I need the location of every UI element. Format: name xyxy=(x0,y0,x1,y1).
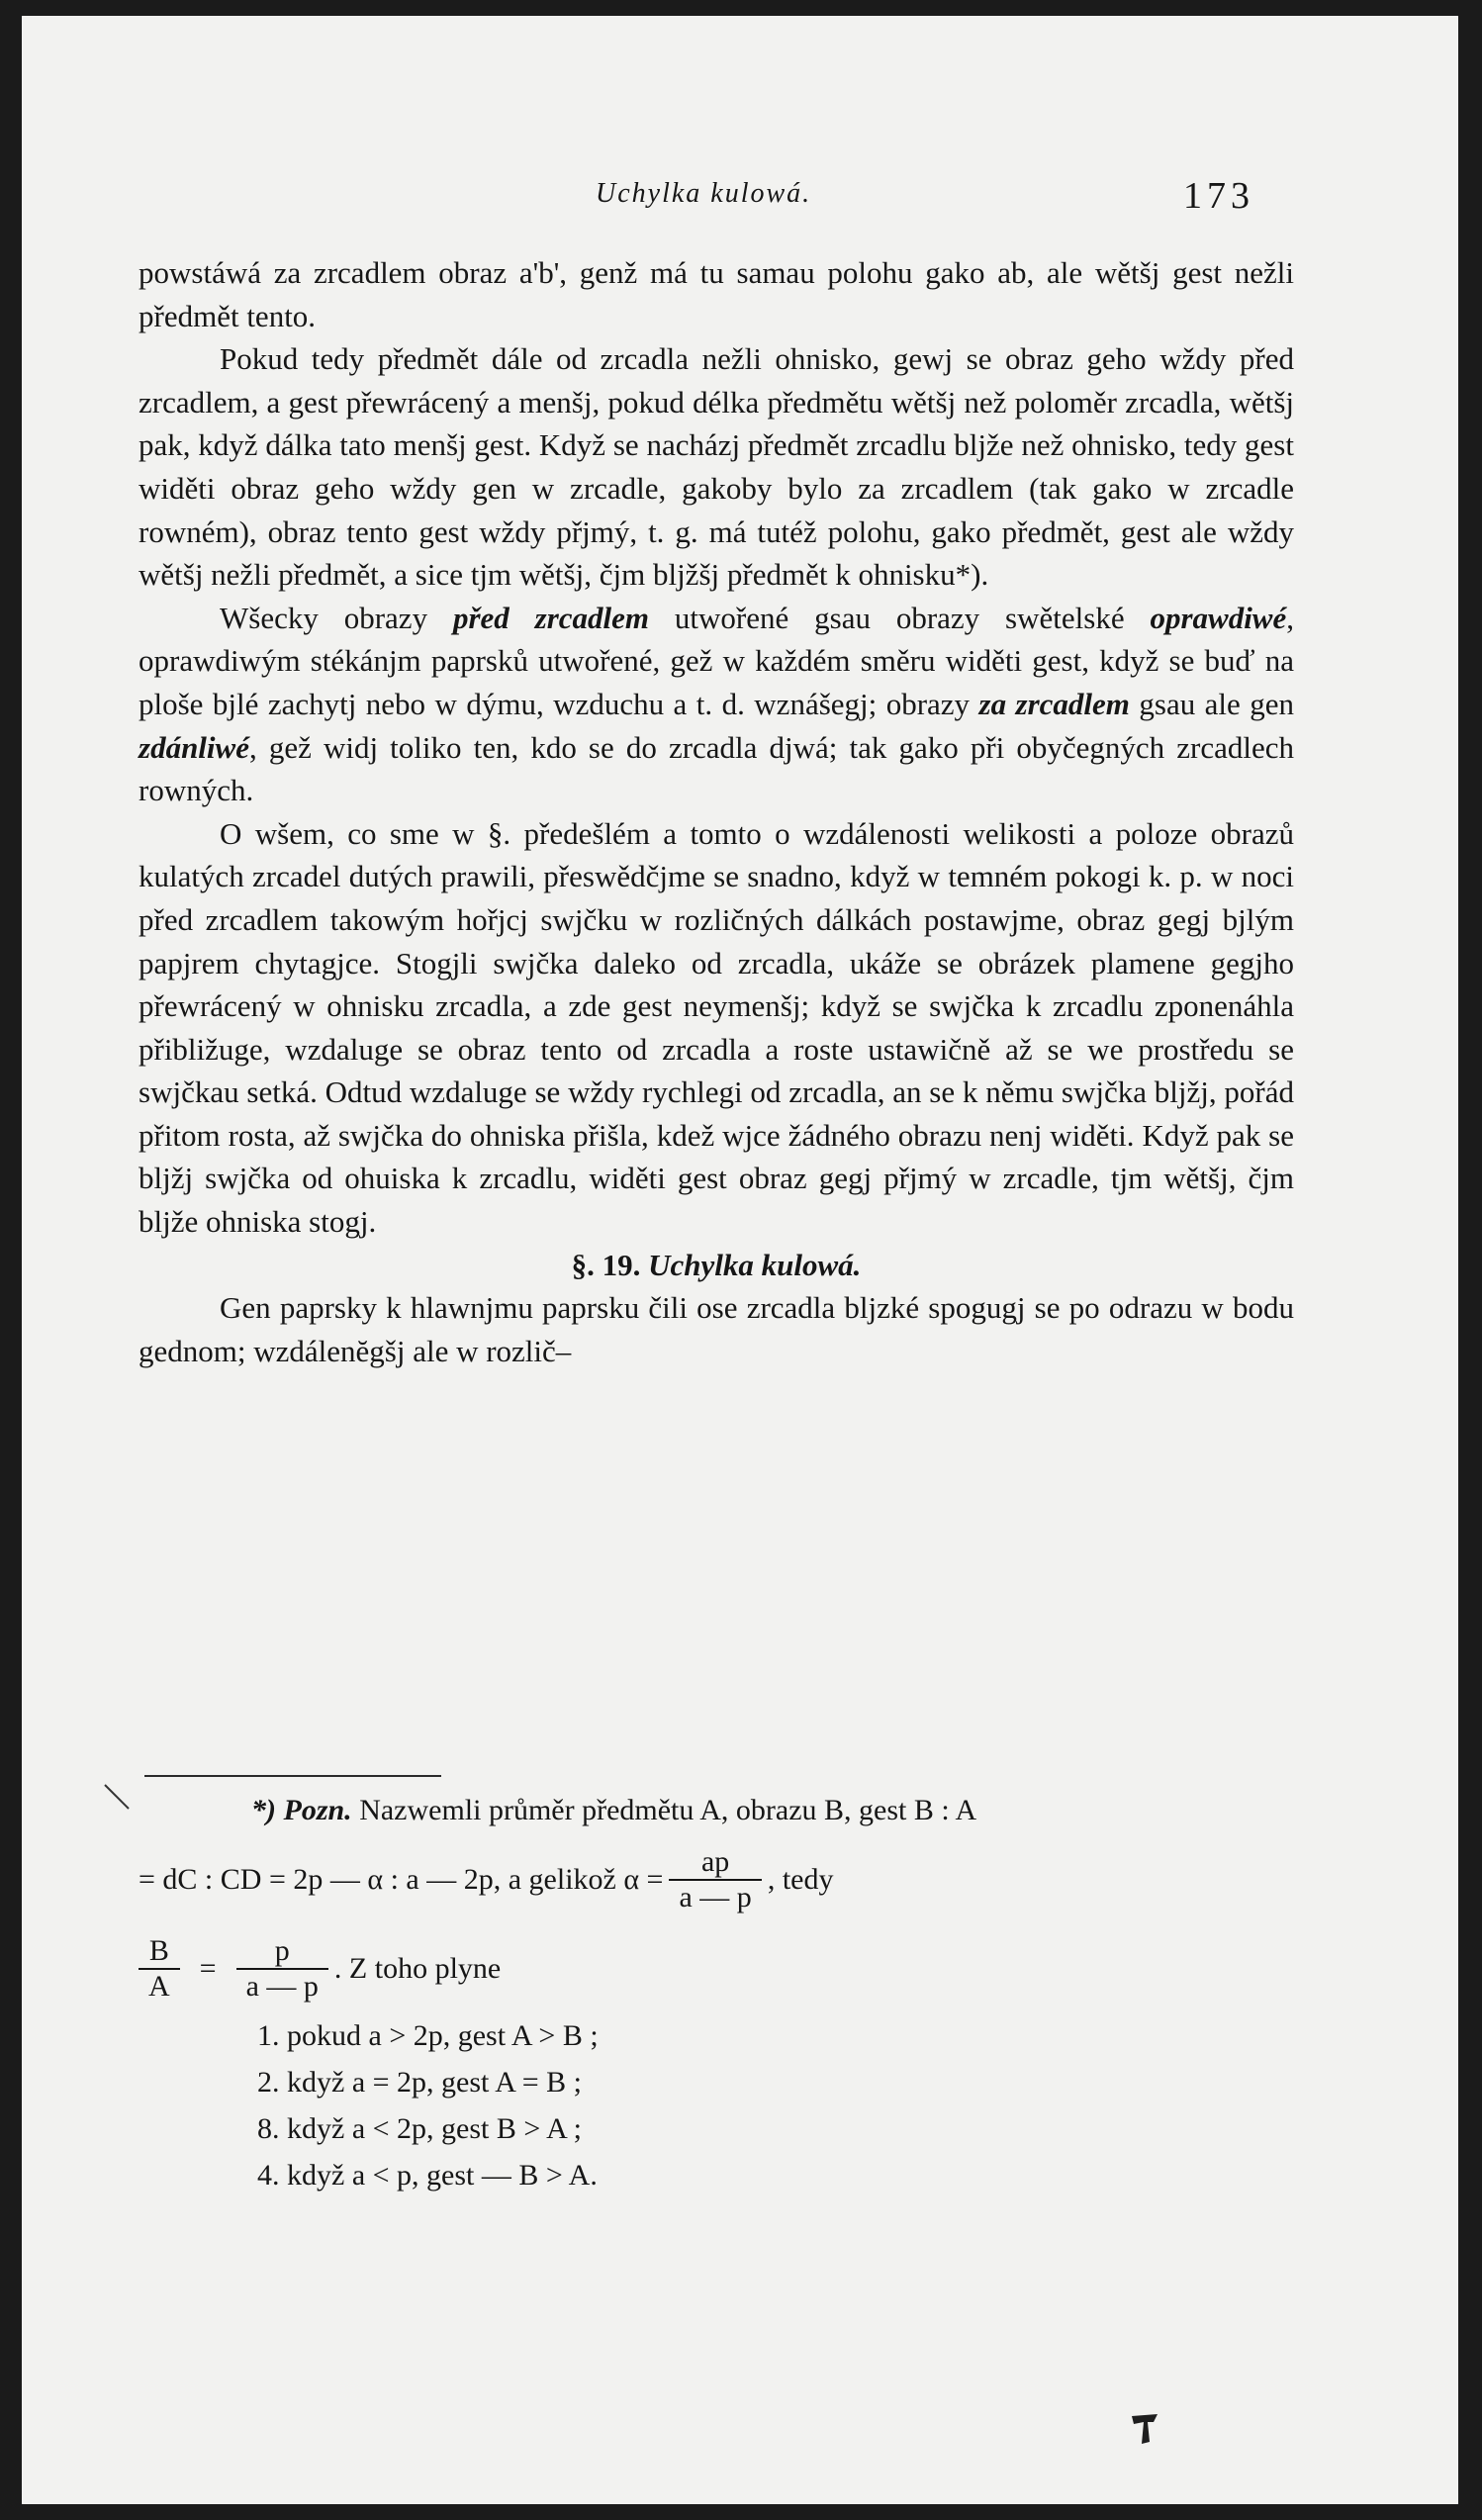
footnote-equation-1 xyxy=(139,1834,1294,1925)
emphasis-text: za zrcadlem xyxy=(978,686,1130,721)
condition-list xyxy=(139,2012,1294,2198)
footnote-equation-2 xyxy=(139,1925,1294,2012)
fraction-b-over-a xyxy=(139,1934,180,2004)
footnote-label: Pozn. xyxy=(283,1794,352,1826)
condition-item: 4. když a < p, gest — B > A. xyxy=(257,2159,598,2192)
equals-sign: = xyxy=(199,1952,217,1985)
condition-item: 1. pokud a > 2p, gest A > B ; xyxy=(257,2019,599,2052)
equation-text: . Z toho plyne xyxy=(333,1952,502,1985)
fraction-denominator: A xyxy=(148,1970,170,2003)
running-title: Uchylka kulowá. xyxy=(596,178,812,209)
fraction-denominator: a — p xyxy=(245,1970,319,2003)
paragraph-spherical-aberration: Gen paprsky k hlawnjmu paprsku čili ose zrcadla bljzké spogugj se po odrazu w bodu gednom; wzdálenĕgšj ale w rozlič– xyxy=(139,1290,1294,1368)
emphasis-text: před zrcadlem xyxy=(452,600,650,635)
fraction-numerator: B xyxy=(139,1934,180,1970)
text-run: utwořené gsau obrazy swětelské xyxy=(649,600,1151,635)
footnote-text: Nazwemli průměr předmětu A, obrazu B, gest B : A xyxy=(359,1794,977,1826)
text-run: , gež widj toliko ten, kdo se do zrcadla djwá; tak gako při obyčegných zrcadlech rowných. xyxy=(139,729,1294,808)
fraction-numerator: ap xyxy=(669,1845,761,1881)
footnote xyxy=(139,1787,1294,2198)
ink-mark-icon xyxy=(1128,2408,1161,2448)
paragraph-real-virtual-images xyxy=(139,597,1294,812)
fraction-ap xyxy=(669,1845,761,1914)
condition-item: 8. když a < 2p, gest B > A ; xyxy=(257,2112,582,2145)
equation-text: = dC : CD = 2p — α : a — 2p, a gelikož α = xyxy=(139,1863,664,1896)
footnote-line-1 xyxy=(139,1787,1294,1834)
page-header xyxy=(22,174,1458,224)
emphasis-text: zdánliwé xyxy=(139,729,249,765)
section-heading xyxy=(139,1244,1294,1287)
equation-text: , tedy xyxy=(767,1863,834,1896)
condition-item: 2. když a = 2p, gest A = B ; xyxy=(257,2066,582,2099)
text-run: gsau ale gen xyxy=(1129,686,1295,721)
page-number: 173 xyxy=(1183,175,1254,217)
fraction-denominator: a — p xyxy=(679,1881,752,1913)
fraction-numerator: p xyxy=(236,1934,328,1970)
text-run: , oprawdiwým stékánjm paprsků utwořené, gež w každém směru widěti gest, když se buď na ploše bjlé zachytj nebo w dýmu, wzduchu a t. d. wznášegj; obrazy xyxy=(139,600,1294,721)
paragraph-candle-experiment: O wšem, co sme w §. předešlém a tomto o wzdálenosti welikosti a poloze obrazů kulatých zrcadel dutých prawili, přeswědčjme se snadno, když w temném pokogi k. p. w noci před zrcadlem takowým hořjcj swjčku w rozličných dálkách postawjme, obraz gegj bjlým papjrem chytagjce. Stogjli swjčka daleko od zrcadla, ukáže se obrázek plamene gegjho přewrácený w ohnisku zrcadla, a zde gest neymenšj; když se swjčka k zrcadlu zponenáhla přibližuge, wzdaluge se obraz tento od zrcadla a roste ustawičně až se we prostředu se swjčkau setká. Odtud wzdaluge se wždy rychlegi od zrcadla, an se k němu swjčka bljžj, pořád přitom rosta, až swjčka do ohniska přišla, kdež wjce žádného obrazu nenj widěti. Když pak se bljžj swjčka od ohuiska k zrcadlu, widěti gest obraz gegj přjmý w zrcadle, tjm wětšj, čjm bljže ohniska stogj. xyxy=(139,815,1294,1240)
section-number: §. 19. xyxy=(571,1247,641,1282)
section-title: Uchylka kulowá. xyxy=(648,1247,862,1282)
text-run: Wšecky obrazy xyxy=(220,600,453,635)
fraction-p xyxy=(236,1934,328,2004)
footnote-divider xyxy=(144,1775,441,1777)
emphasis-text: oprawdiwé xyxy=(1150,600,1287,635)
paragraph-image-position: Pokud tedy předmět dále od zrcadla nežli ohnisko, gewj se obraz geho wždy před zrcadlem, a gest přewrácený a menšj, pokud délka předmětu wětšj než poloměr zrcadla, wětšj pak, když dálka tato menšj gest. Když se nacházj předmět zrcadlu bljže než ohnisko, tedy gest widěti obraz geho wždy gen w zrcadle, gakoby bylo za zrcadlem (tak gako w zrcadle rowném), obraz tento gest wždy přjmý, t. g. má tutéž polohu, gako předmět, gest ale wždy wětšj nežli předmět, a sice tjm wětšj, čjm bljžšj předmět k ohnisku*). xyxy=(139,341,1294,593)
page-sheet xyxy=(22,16,1458,2504)
paragraph-continuation: powstáwá za zrcadlem obraz a'b', genž má tu samau polohu gako ab, ale wětšj gest nežli předmět tento. xyxy=(139,255,1294,333)
scan-mark-icon xyxy=(103,1783,133,1813)
footnote-mark: *) xyxy=(251,1794,276,1826)
body-text xyxy=(139,251,1294,1372)
